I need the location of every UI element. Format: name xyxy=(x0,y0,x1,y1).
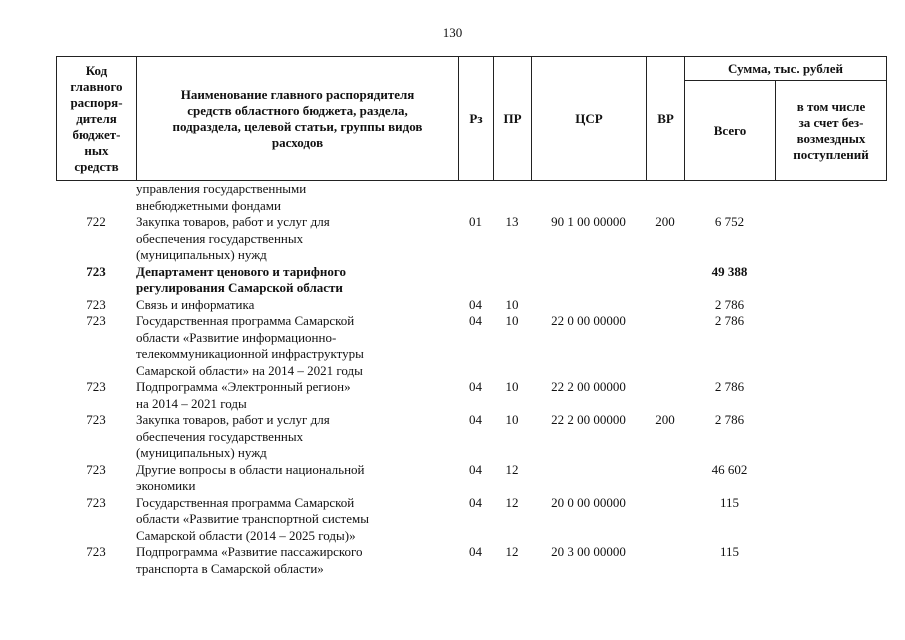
cell-csr: 22 0 00 00000 xyxy=(551,313,626,328)
cell-code: 723 xyxy=(86,379,106,394)
cell-pr: 10 xyxy=(505,296,519,312)
cell-code: 723 xyxy=(86,313,106,328)
name-line: области «Развитие информационно- xyxy=(136,329,337,345)
cell-name xyxy=(136,495,458,545)
cell-name xyxy=(136,313,458,379)
cell-name xyxy=(136,412,458,462)
header-line: распоря- xyxy=(70,94,123,110)
header-name xyxy=(137,57,459,181)
name-line: транспорта в Самарской области» xyxy=(136,560,324,576)
table-header xyxy=(56,56,887,181)
cell-vr: 200 xyxy=(655,214,675,229)
name-line: Самарской области» на 2014 – 2021 годы xyxy=(136,362,363,378)
cell-name xyxy=(136,462,458,495)
header-csr: ЦСР xyxy=(532,57,647,181)
name-line: телекоммуникационной инфраструктуры xyxy=(136,346,364,361)
cell-csr: 90 1 00 00000 xyxy=(551,214,626,229)
cell-csr xyxy=(531,181,646,214)
cell-rz: 01 xyxy=(469,214,482,229)
cell-pr: 12 xyxy=(505,494,519,510)
header-code xyxy=(57,57,137,181)
cell-rz: 04 xyxy=(469,313,482,328)
table-row xyxy=(56,412,886,462)
cell-csr: 22 2 00 00000 xyxy=(551,412,626,427)
header-line: возмездных xyxy=(796,130,866,146)
header-line: Наименование главного распорядителя xyxy=(180,86,415,102)
header-line: средств xyxy=(74,158,119,174)
cell-incl xyxy=(775,264,886,297)
header-sum: Сумма, тыс. рублей xyxy=(685,57,887,81)
cell-csr: 20 3 00 00000 xyxy=(551,544,626,559)
cell-vr xyxy=(646,379,684,412)
name-line: обеспечения государственных xyxy=(136,230,304,246)
cell-incl xyxy=(775,412,886,462)
cell-incl xyxy=(775,379,886,412)
cell-total: 2 786 xyxy=(714,313,745,328)
cell-pr: 12 xyxy=(505,544,519,559)
cell-rz xyxy=(458,264,493,297)
header-rz: Рз xyxy=(459,57,494,181)
name-line: Департамент ценового и тарифного xyxy=(136,263,346,279)
cell-rz: 04 xyxy=(469,494,482,510)
table-row xyxy=(56,297,886,314)
cell-vr xyxy=(646,495,684,545)
cell-rz: 04 xyxy=(469,412,482,427)
cell-rz: 04 xyxy=(469,379,482,394)
cell-rz: 04 xyxy=(469,461,482,477)
name-line: регулирования Самарской области xyxy=(136,280,343,295)
cell-name xyxy=(136,214,458,264)
cell-vr xyxy=(646,313,684,379)
header-line: средств областного бюджета, раздела, xyxy=(187,102,408,118)
header-line: расходов xyxy=(271,134,324,150)
page-number: 130 xyxy=(442,25,463,40)
cell-total: 46 602 xyxy=(711,461,748,477)
name-line: внебюджетными фондами xyxy=(136,197,281,213)
cell-csr: 22 2 00 00000 xyxy=(551,379,626,394)
table-body xyxy=(56,181,886,577)
cell-name xyxy=(136,297,458,314)
cell-rz: 04 xyxy=(469,544,482,559)
cell-total: 6 752 xyxy=(714,214,745,229)
header-line: дителя xyxy=(76,110,117,126)
name-line: Государственная программа Самарской xyxy=(136,313,355,328)
name-line: (муниципальных) нужд xyxy=(136,445,267,460)
cell-csr xyxy=(531,462,646,495)
cell-csr: 20 0 00 00000 xyxy=(551,494,626,510)
cell-code: 723 xyxy=(86,263,106,279)
cell-code: 723 xyxy=(86,412,106,427)
cell-vr xyxy=(646,544,684,577)
cell-vr xyxy=(646,181,684,214)
cell-pr xyxy=(493,264,531,297)
header-line: подраздела, целевой статьи, группы видов xyxy=(172,118,423,134)
cell-pr xyxy=(493,181,531,214)
name-line: Государственная программа Самарской xyxy=(136,494,355,510)
cell-vr xyxy=(646,297,684,314)
cell-total: 2 786 xyxy=(714,296,745,312)
header-line: в том числе xyxy=(796,98,866,114)
table-row xyxy=(56,495,886,545)
name-line: Закупка товаров, работ и услуг для xyxy=(136,214,330,229)
cell-name xyxy=(136,264,458,297)
cell-name xyxy=(136,181,458,214)
table-row xyxy=(56,544,886,577)
header-line: ных xyxy=(84,142,109,158)
cell-pr: 13 xyxy=(505,214,519,229)
cell-vr xyxy=(646,462,684,495)
name-line: Другие вопросы в области национальной xyxy=(136,461,365,477)
name-line: Самарской области (2014 – 2025 годы)» xyxy=(136,527,356,543)
cell-incl xyxy=(775,462,886,495)
cell-pr: 10 xyxy=(505,313,519,328)
header-line: Код xyxy=(85,62,108,78)
table-row xyxy=(56,462,886,495)
cell-vr xyxy=(646,264,684,297)
cell-pr: 12 xyxy=(505,461,519,477)
cell-total: 49 388 xyxy=(711,263,748,279)
cell-name xyxy=(136,379,458,412)
cell-csr xyxy=(531,297,646,314)
table-row xyxy=(56,379,886,412)
cell-pr: 10 xyxy=(505,412,519,427)
header-line: поступлений xyxy=(793,146,869,162)
cell-code: 723 xyxy=(86,296,106,312)
cell-code: 722 xyxy=(86,214,106,229)
table-row xyxy=(56,214,886,264)
name-line: экономики xyxy=(136,478,196,493)
name-line: Подпрограмма «Развитие пассажирского xyxy=(136,544,363,559)
header-vr: ВР xyxy=(647,57,685,181)
cell-code: 723 xyxy=(86,544,106,559)
cell-incl xyxy=(775,297,886,314)
cell-code: 723 xyxy=(86,461,106,477)
cell-incl xyxy=(775,181,886,214)
header-pr: ПР xyxy=(494,57,532,181)
cell-total: 2 786 xyxy=(714,412,745,427)
cell-total xyxy=(684,181,775,214)
name-line: (муниципальных) нужд xyxy=(136,247,267,262)
name-line: области «Развитие транспортной системы xyxy=(136,511,369,526)
name-line: обеспечения государственных xyxy=(136,428,304,444)
table-row xyxy=(56,313,886,379)
cell-incl xyxy=(775,544,886,577)
cell-code: 723 xyxy=(86,494,106,510)
cell-pr: 10 xyxy=(505,379,519,394)
cell-code xyxy=(56,181,136,214)
header-total: Всего xyxy=(685,81,776,181)
name-line: на 2014 – 2021 годы xyxy=(136,395,247,411)
name-line: Подпрограмма «Электронный регион» xyxy=(136,379,351,394)
table-row xyxy=(56,264,886,297)
cell-csr xyxy=(531,264,646,297)
header-line: бюджет- xyxy=(72,126,121,142)
table-row xyxy=(56,181,886,214)
cell-total: 115 xyxy=(719,544,740,559)
cell-total: 115 xyxy=(719,494,740,510)
name-line: Связь и информатика xyxy=(136,296,255,312)
cell-name xyxy=(136,544,458,577)
cell-rz: 04 xyxy=(469,296,482,312)
cell-incl xyxy=(775,495,886,545)
header-incl xyxy=(776,81,887,181)
cell-total: 2 786 xyxy=(714,379,745,394)
cell-incl xyxy=(775,214,886,264)
cell-incl xyxy=(775,313,886,379)
cell-vr: 200 xyxy=(655,412,675,427)
header-line: главного xyxy=(70,78,123,94)
cell-rz xyxy=(458,181,493,214)
name-line: управления государственными xyxy=(136,181,307,196)
name-line: Закупка товаров, работ и услуг для xyxy=(136,412,330,427)
header-line: за счет без- xyxy=(798,114,864,130)
